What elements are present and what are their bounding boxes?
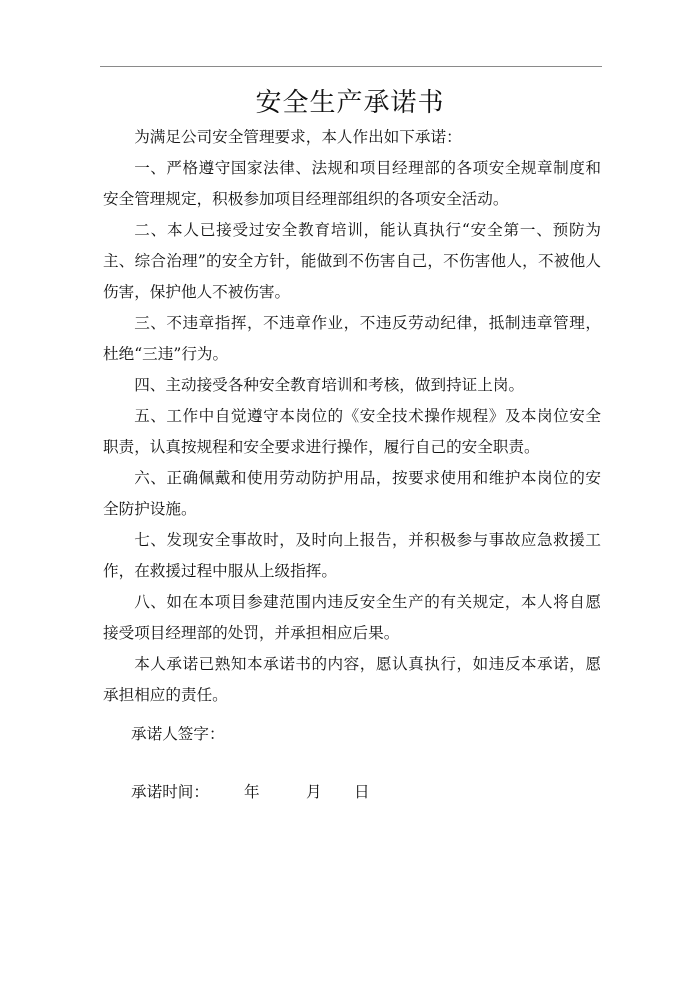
intro-paragraph: 为满足公司安全管理要求，本人作出如下承诺： [134,128,462,146]
header-rule [100,66,602,67]
clause-2: 二、本人已接受过安全教育培训，能认真执行“安全第一、预防为主、综合治理”的安全方针，能做到不伤害自己，不伤害他人，不被他人伤害，保护他人不被伤害。 [103,221,601,301]
year-label: 年 [244,783,260,801]
date-line [131,780,370,804]
clause-3: 三、不违章指挥，不违章作业，不违反劳动纪律，抵制违章管理，杜绝“三违”行为。 [103,314,601,363]
clause-7: 七、发现安全事故时，及时向上报告，并积极参与事故应急救援工作，在救援过程中服从上级指挥。 [103,531,601,580]
day-label: 日 [354,783,370,801]
clause-6: 六、正确佩戴和使用劳动防护用品，按要求使用和维护本岗位的安全防护设施。 [103,469,601,518]
signature-line [131,722,225,746]
month-label: 月 [306,783,322,801]
document-body [103,122,601,711]
signature-label: 承诺人签字： [131,725,225,743]
clause-4: 四、主动接受各种安全教育培训和考核，做到持证上岗。 [134,376,525,394]
clause-8: 八、如在本项目参建范围内违反安全生产的有关规定，本人将自愿接受项目经理部的处罚，并承担相应后果。 [103,593,601,642]
date-label: 承诺时间： [131,783,209,801]
clause-5: 五、工作中自觉遵守本岗位的《安全技术操作规程》及本岗位安全职责，认真按规程和安全要求进行操作，履行自己的安全职责。 [103,407,601,456]
clause-1: 一、严格遵守国家法律、法规和项目经理部的各项安全规章制度和安全管理规定，积极参加项目经理部组织的各项安全活动。 [103,159,601,208]
document-title: 安全生产承诺书 [255,88,445,118]
closing-paragraph: 本人承诺已熟知本承诺书的内容，愿认真执行，如违反本承诺，愿承担相应的责任。 [103,655,601,704]
